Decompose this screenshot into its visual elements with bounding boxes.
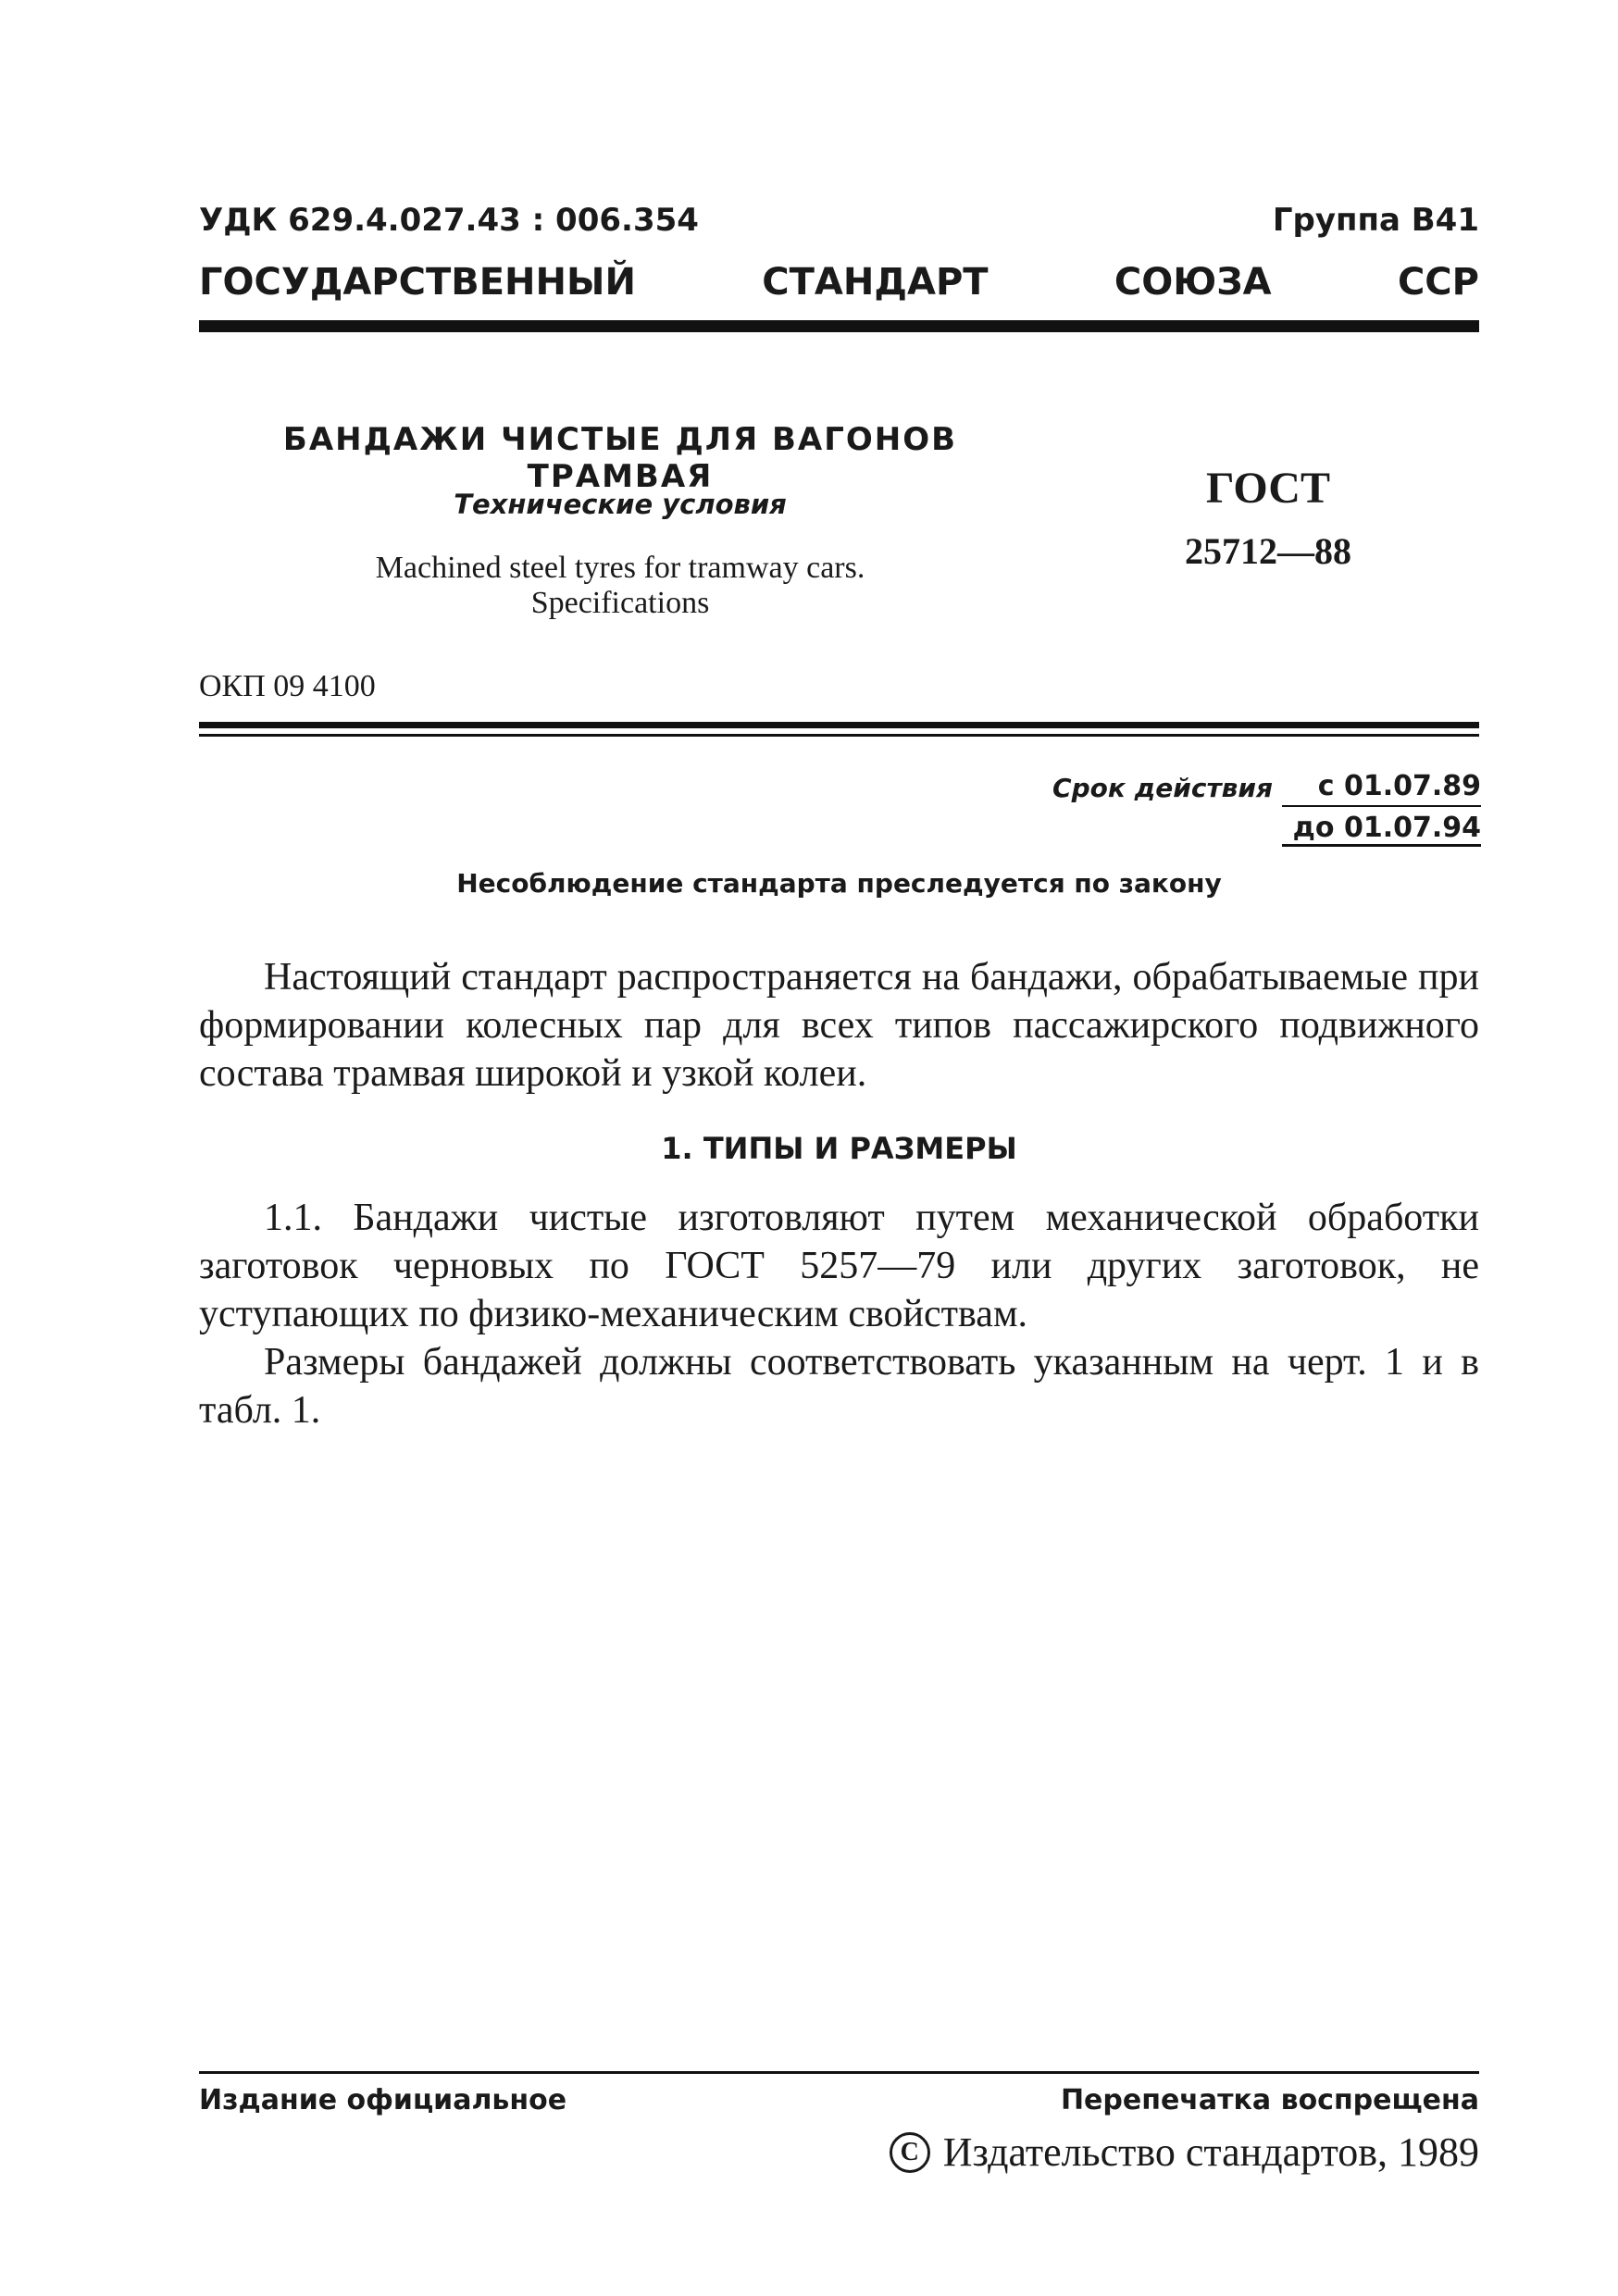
section-heading: 1. ТИПЫ И РАЗМЕРЫ — [661, 1131, 1017, 1166]
footer-rule — [199, 2071, 1479, 2074]
legal-notice: Несоблюдение стандарта преследуется по закону — [456, 868, 1222, 899]
document-subtitle: Технические условия — [454, 489, 787, 520]
gost-label: ГОСТ — [1206, 464, 1330, 513]
validity-label: Срок действия — [1052, 773, 1273, 803]
gost-number: 25712—88 — [1185, 530, 1351, 572]
state-standard-word: СОЮЗА — [1114, 261, 1272, 304]
state-standard-word: СТАНДАРТ — [762, 261, 989, 304]
intro-paragraph: Настоящий стандарт распространяется на бандажи, обрабатываемые при формировании колесных пар для всех типов пассажирского подвижного состава трамвая широкой и узкой колеи. — [199, 956, 1479, 1095]
okp-code: ОКП 09 4100 — [199, 669, 376, 703]
state-standard-word: ССР — [1397, 261, 1479, 304]
validity-from: с 01.07.89 — [1317, 770, 1481, 802]
group-code: Группа В41 — [1272, 202, 1479, 239]
udk-code: УДК 629.4.027.43 : 006.354 — [199, 202, 699, 239]
reprint-prohibited: Перепечатка воспрещена — [1060, 2084, 1479, 2116]
official-edition: Издание официальное — [199, 2084, 567, 2116]
english-title-line: Machined steel tyres for tramway cars. — [375, 551, 865, 585]
state-standard-word: ГОСУДАРСТВЕННЫЙ — [199, 261, 636, 304]
english-title — [199, 551, 1041, 621]
validity-rule — [1282, 805, 1481, 807]
english-title-line: Specifications — [530, 586, 710, 620]
copyright — [890, 2128, 1479, 2176]
title-rule — [199, 722, 1479, 728]
state-standard-header — [199, 261, 1479, 309]
copyright-icon: C — [890, 2132, 930, 2173]
paragraph-1-1: 1.1. Бандажи чистые изготовляют путем механической обработки заготовок черновых по ГОСТ 5257—79 или других заготовок, не уступающих по физико-механическим свойствам. — [199, 1197, 1479, 1335]
validity-rule — [1282, 844, 1481, 847]
copyright-text: Издательство стандартов, 1989 — [942, 2129, 1479, 2175]
header-rule — [199, 320, 1479, 332]
validity-to: до 01.07.94 — [1292, 812, 1481, 844]
paragraph-dimensions: Размеры бандажей должны соответствовать указанным на черт. 1 и в табл. 1. — [199, 1341, 1479, 1432]
title-rule-thin — [199, 734, 1479, 737]
document-title: БАНДАЖИ ЧИСТЫЕ ДЛЯ ВАГОНОВ ТРАМВАЯ — [282, 421, 958, 495]
